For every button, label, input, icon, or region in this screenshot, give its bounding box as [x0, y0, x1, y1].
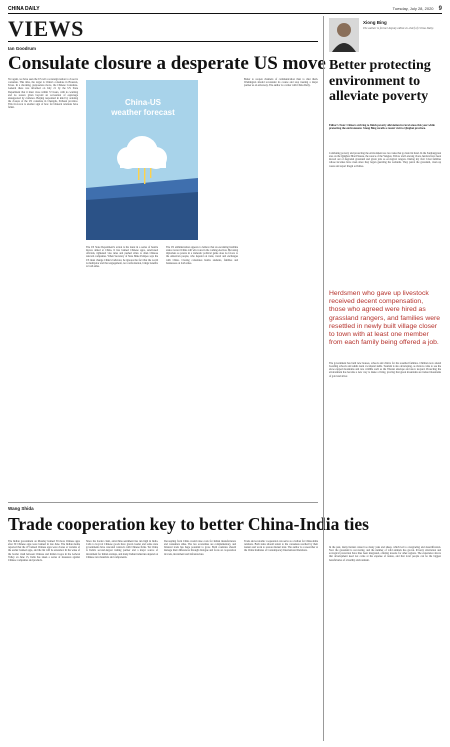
left-bottom-col4: Trade and economic cooperation can serve as a ballast for China-India relations. Both sides should return to the consensus reached by their leaders and work to restore mutual trust. The author is a researcher at the China Institutes of Contemporary International Relations. [244, 540, 319, 553]
masthead-rule [8, 13, 442, 14]
left-top-col1: Yet again, we have seen the US tell a sovereign nation to close its consulate. This time, the target is China's consulate in Houston, Texas. In a shocking, purposeless move, the Chinese Consulate-General there was informed on July 21 by the US State Department that it must close within 72 hours, with no warning and no reason given beyond an accusation of espionage unsupported by evidence. Beijing responded in kind by ordering the closure of the US consulate in Chengdu, Sichuan province. This tit-for-tat is another sign of how far bilateral relations have fallen. [8, 78, 79, 110]
column-divider [323, 16, 324, 741]
right-intro: Editor's Note: China is striving to finish poverty alleviation in rural areas this year while protecting the environment. Xiong Bing recalls a recent visit to Qinghai province. [329, 124, 435, 131]
right-pullquote: Herdsmen who gave up livestock received decent compensation, those who agreed were hired as grassland rangers, and families were resettled in newly built village closer to town with at least one member from each family being offered a job. [329, 290, 441, 347]
masthead-paper [8, 6, 40, 12]
weather-illustration [86, 80, 198, 240]
columnist-avatar [329, 18, 359, 52]
paper-name: CHINA DAILY [8, 6, 40, 12]
right-body1: Combating poverty and protecting the environment are two tasks that go hand in hand. In the Sanjiangyuan area on the Qinghai-Tibet Plateau, the source of the Yangtze, Yellow and Lancang rivers, herders have been moved out of degraded grassland and given jobs as ecological rangers. During my visit I met families whose incomes have risen since they began guarding the wetlands. They patrol the grassland, clean up waste and report illegal activities. [329, 152, 442, 168]
left-divider [8, 502, 318, 503]
left-bottom-byline: Wang Shida [8, 506, 34, 511]
masthead-date: Tuesday, July 28, 2020 [392, 6, 434, 11]
right-headline: Better protecting environment to alleviate poverty [329, 58, 431, 104]
illustration-line2: weather forecast [111, 108, 175, 117]
left-top-col4: Better to reopen channels of communication than to shut them. Washington should reconsider its course and stop treating a major partner as an adversary. The author is a writer with China Daily. [244, 78, 319, 88]
masthead-right [393, 6, 442, 12]
section-rule [8, 41, 318, 42]
right-body2: The government has built new houses, schools and clinics for the resettled families. Children now attend boarding schools and adults learn vocational skills. Tourism is also developing, as visitors come to see the snow-capped mountains and rare wildlife such as the Tibetan antelope and snow leopard. Protecting the environment has become a new way to make a living, proving that green mountains are indeed mountains of gold and silver. [329, 362, 442, 378]
left-bottom-col2: Since the border clash, anti-China sentiment has run high in India. Calls to boycott Chinese goods have grown louder and some state governments have canceled contracts with Chinese firms. Yet China is India's second-largest trading partner and a major source of investment for Indian startups, and many Indian industries depend on Chinese raw materials and components. [86, 540, 159, 559]
left-bottom-col1: The Indian government on Monday banned 59 more Chinese apps after 59 Chinese apps were banned in late June. The Indian media reported that the 47 banned Chinese apps were clones or variants of the earlier banned apps, and the list will be extended. In the wake of the border clash between Chinese and Indian troops in the Galwan Valley on June 15, India has taken a series of measures against Chinese companies and products. [8, 540, 81, 562]
section-title: VIEWS [8, 16, 84, 41]
left-top-col2: The US State Department's action is the latest in a series of hostile moves aimed at China. It has banned Chinese apps, sanctioned officials, tightened visa rules and pushed allies to shun Chinese telecom companies. When Secretary of State Mike Pompeo says the US must change China's behavior, he ignores the fact that the world is multipolar and that engagement, not confrontation, brings benefits to both sides. [86, 246, 159, 268]
left-top-col3: The US administration appears to believe that an escalating hardline stance toward China will win votes in the coming election. But using diplomats as pawns in a domestic political game does no favors to the American people, who depend on trade, travel and exchanges with China. Closing consulates harms students, families and businesses on both sides. [166, 246, 239, 265]
right-body3: In the past, many herders raised too many yaks and sheep, which led to overgrazing and desertification. Now the grassland is recovering, and the number of wild animals has grown. Poverty alleviation and ecological protection have thus been integrated, offering lessons for other regions. The experience shows that development need not come at the expense of nature, and that local people can be the biggest beneficiaries of a healthy environment. [329, 546, 442, 562]
illustration-caption [108, 98, 178, 118]
person-photo-icon [329, 18, 359, 52]
columnist-name: Xiong Bing [363, 20, 387, 25]
left-top-byline: Ian Goodrum [8, 46, 36, 51]
illustration-line1: China-US [125, 98, 161, 107]
page-number: 9 [438, 6, 442, 12]
columnist-bio: The author is former deputy editor-in-chief of China Daily. [363, 26, 434, 30]
left-bottom-headline: Trade cooperation key to better China-India ties [8, 514, 369, 534]
left-top-headline: Consulate closure a desperate US move [8, 53, 326, 74]
left-bottom-col3: Decoupling from China would raise costs for Indian manufacturers and consumers alike. The two economies are complementary, and bilateral trade has huge potential to grow. Both countries should manage their differences through dialogue and focus on cooperation in trade, investment and infrastructure. [164, 540, 237, 556]
